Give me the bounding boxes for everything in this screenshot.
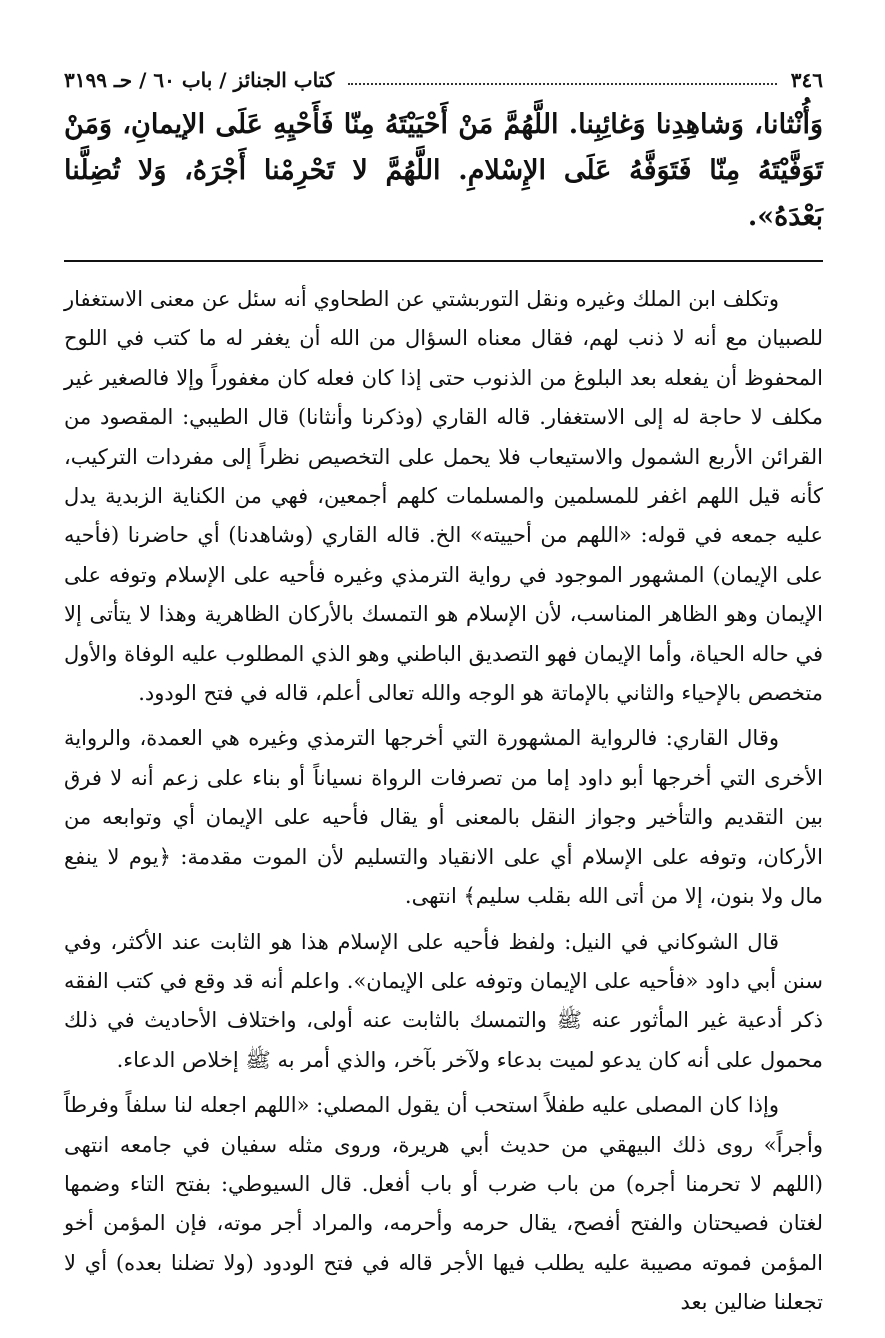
separator-rule [64,260,823,262]
commentary-paragraph: وإذا كان المصلى عليه طفلاً استحب أن يقول المصلي: «اللهم اجعله لنا سلفاً وفرطاً وأجراً» روى ذلك البيهقي من حديث أبي هريرة، وروى مثله سفيان في جامعه انتهى (اللهم لا تحرمنا أجره) من باب ضرب أو باب أفعل. قال السيوطي: بفتح التاء وضمها لغتان فصيحتان والفتح أفصح، يقال حرمه وأحرمه، والمراد أجر موته، فإن المؤمن أخو المؤمن فموته مصيبة عليه يطلب فيها الأجر قاله في فتح الودود (ولا تضلنا بعده) أي لا تجعلنا ضالين بعد [64,1093,823,1315]
chapter-title: كتاب الجنائز / باب ٦٠ / حـ ٣١٩٩ [64,68,335,92]
dotted-leader [348,83,776,85]
running-header [64,58,823,92]
commentary-paragraph: وقال القاري: فالرواية المشهورة التي أخرجها الترمذي وغيره هي العمدة، والرواية الأخرى التي أخرجها أبو داود إما من تصرفات الرواة نسياناً أو بناء على زعم أنه لا فرق بين التقديم والتأخير وجواز النقل بالمعنى أو يقال فأحيه على الإيمان أي وتوابعه من الأركان، وتوفه على الإسلام أي على الانقياد والتسليم لأن الموت مقدمة: ﴿يوم لا ينفع مال ولا بنون، إلا من أتى الله بقلب سليم﴾ انتهى. [64,726,823,909]
commentary-paragraph: قال الشوكاني في النيل: ولفظ فأحيه على الإسلام هذا هو الثابت عند الأكثر، وفي سنن أبي داود «فأحيه على الإيمان وتوفه على الإيمان». واعلم أنه قد وقع في كتب الفقه ذكر أدعية غير المأثور عنه ﷺ والتمسك بالثابت عنه أولى، واختلاف الأحاديث في ذلك محمول على أنه كان يدعو لميت بدعاء ولآخر بآخر، والذي أمر به ﷺ إخلاص الدعاء. [64,929,823,1072]
page-number: ٣٤٦ [790,68,823,92]
commentary [64,280,823,1323]
commentary-paragraph: وتكلف ابن الملك وغيره ونقل التوربشتي عن الطحاوي أنه سئل عن معنى الاستغفار للصبيان مع أنه لا ذنب لهم، فقال معناه السؤال من الله أن يغفر له ما كتب في اللوح المحفوظ أن يفعله بعد البلوغ من الذنوب حتى إذا كان فعله كان مغفوراً وإلا فالصغير غير مكلف لا حاجة له إلى الاستغفار. قاله القاري (وذكرنا وأنثانا) قال الطيبي: المقصود من القرائن الأربع الشمول والاستيعاب فلا يحمل على التخصيص نظراً إلى مفردات التركيب، كأنه قيل اللهم اغفر للمسلمين والمسلمات كلهم أجمعين، فهي من الكناية الزبدية يدل عليه جمعه في قوله: «اللهم من أحييته» الخ. قاله القاري (وشاهدنا) أي حاضرنا (فأحيه على الإيمان) المشهور الموجود في رواية الترمذي وغيره فأحيه على الإسلام وتوفه على الإيمان وهو الظاهر المناسب، لأن الإسلام هو التمسك بالأركان الظاهرية وهذا لا يتأتى إلا في حاله الحياة، وأما الإيمان فهو التصديق الباطني وهو الذي المطلوب عليه الوفاة والأول متخصص بالإحياء والثاني بالإماتة هو الوجه والله تعالى أعلم، قاله في فتح الودود. [64,287,823,706]
hadith-text: وَأُنْثانا، وَشاهِدِنا وَغائِبِنا. اللَّهُمَّ مَنْ أَحْيَيْتَهُ مِنّا فَأَحْيِهِ عَلَى الإيمانِ، وَمَنْ تَوَفَّيْتَهُ مِنّا فَتَوَفَّهُ عَلَى الإِسْلامِ. اللَّهُمَّ لا تَحْرِمْنا أَجْرَهُ، وَلا تُضِلَّنا بَعْدَهُ». [64,109,823,232]
